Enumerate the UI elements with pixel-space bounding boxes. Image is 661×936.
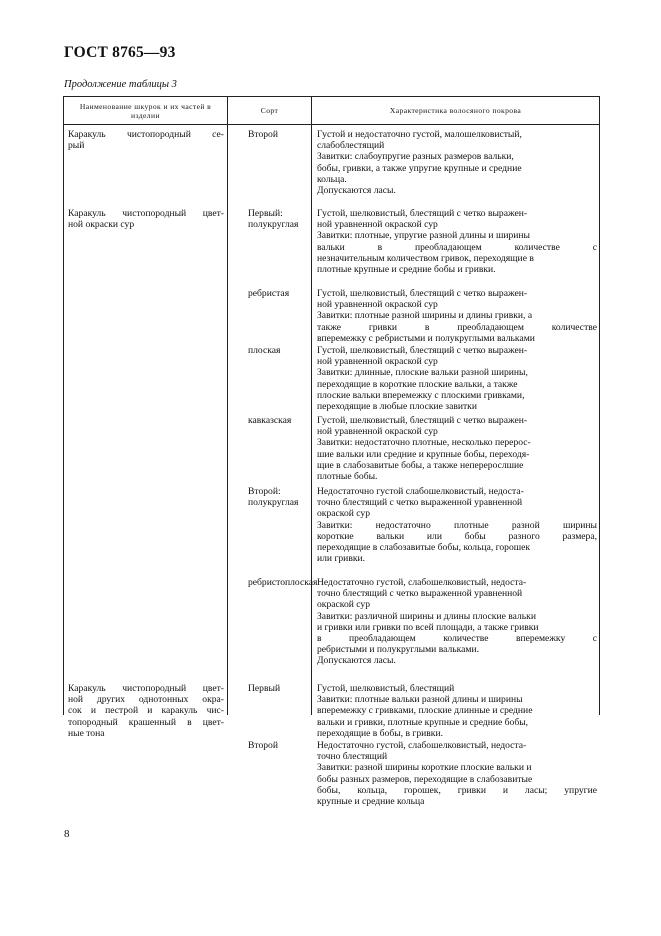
characteristic-line: плотные бобы. xyxy=(317,471,378,483)
characteristic-line: точно блестящий с четко выраженной уравненной xyxy=(317,588,523,600)
characteristic-line: точно блестящий с четко выраженной уравненной xyxy=(317,497,523,509)
characteristic-line: переходящие в короткие плоские вальки, а также xyxy=(317,378,518,390)
characteristic-line: Густой, шелковистый, блестящий с четко выражен- xyxy=(317,288,528,299)
characteristic-line: крупные и средние кольца xyxy=(317,796,425,808)
characteristic-column xyxy=(312,125,600,808)
characteristic-line: ной уравненной окраской сур xyxy=(317,356,438,368)
characteristic-line: переходящие в слабозавитые бобы, кольца, горошек xyxy=(317,542,531,554)
characteristic-line: щие в слабозавитые бобы, а также неперерослшие xyxy=(317,459,524,471)
sort-label: плоская xyxy=(248,345,281,356)
characteristic-text xyxy=(317,415,597,482)
characteristic-line: ной уравненной окраской сур xyxy=(317,219,438,231)
characteristic-line: бобы, кольца, горошек, гривки и ласы; упругие xyxy=(317,784,597,796)
characteristic-line: Завитки: недостаточно плотные разной ширины xyxy=(317,519,597,531)
characteristic-line: Допускаются ласы. xyxy=(317,655,396,667)
characteristic-line: ной уравненной окраской сур xyxy=(317,426,438,438)
group-name: Каракуль чистопородный се- рый xyxy=(68,129,224,152)
characteristic-line: Густой, шелковистый, блестящий с четко выражен- xyxy=(317,345,528,356)
characteristic-text xyxy=(317,740,597,807)
sort-label: Второй xyxy=(248,740,278,751)
characteristic-line: окраской сур xyxy=(317,508,370,520)
characteristic-line: незначительным количеством гривок, переходящие в xyxy=(317,252,534,264)
characteristic-line: Недостаточно густой, слабошелковистый, недоста- xyxy=(317,577,527,588)
characteristic-line: или гривки. xyxy=(317,553,366,565)
table-continuation-caption: Продолжение таблицы 3 xyxy=(64,79,177,90)
characteristic-line: и гривки или гривки по всей площади, а также гривки xyxy=(317,621,539,633)
characteristic-line: также гривки в преобладающем количестве xyxy=(317,321,597,333)
characteristic-line: Завитки: разной ширины короткие плоские вальки и xyxy=(317,762,532,774)
characteristic-line: вперемежку с гривками, плоские длинные и средние xyxy=(317,705,533,717)
characteristic-line: шие вальки или средние и крупные бобы, переходя- xyxy=(317,448,530,460)
characteristic-line: точно блестящий xyxy=(317,751,388,763)
sort-label: ребристоплоская xyxy=(248,577,318,588)
sort-label: Первый xyxy=(248,683,281,694)
characteristic-line: Густой, шелковистый, блестящий с четко выражен- xyxy=(317,208,528,219)
sort-label: кавказская xyxy=(248,415,292,426)
characteristic-line: Завитки: плотные, упругие разной длины и ширины xyxy=(317,230,530,242)
characteristic-line: Завитки: длинные, плоские вальки разной ширины, xyxy=(317,367,528,379)
table-header-row xyxy=(64,97,600,125)
sort-label: ребристая xyxy=(248,288,290,299)
characteristic-line: короткие вальки или бобы разного размера, xyxy=(317,530,597,542)
characteristic-line: Допускаются ласы. xyxy=(317,185,396,197)
characteristic-line: в преобладающем количестве вперемежку с xyxy=(317,633,597,645)
characteristic-line: слабоблестящий xyxy=(317,140,385,152)
sort-label: Второй xyxy=(248,129,278,140)
characteristic-line: Густой, шелковистый, блестящий xyxy=(317,683,455,694)
characteristic-line: вперемежку с ребристыми и полукруглыми вальками xyxy=(317,332,535,344)
characteristic-line: переходящие в любые плоские завитки xyxy=(317,401,477,413)
characteristic-line: ребристыми и полукруглыми вальками. xyxy=(317,644,479,656)
group-name: Каракуль чистопородный цвет- ной других однотонных окра- сок и пестрой и каракуль чис- топородный крашенный в цвет- ные тона xyxy=(68,683,224,739)
sort-label: Первый: полукруглая xyxy=(248,208,299,231)
characteristic-line: кольца. xyxy=(317,173,347,185)
characteristic-line: Густой и недостаточно густой, малошелковистый, xyxy=(317,129,522,140)
characteristic-text xyxy=(317,683,597,739)
characteristic-line: вальки в преобладающем количестве с xyxy=(317,241,597,253)
characteristic-line: Недостаточно густой, слабошелковистый, недоста- xyxy=(317,740,527,751)
fur-characteristics-table xyxy=(63,96,600,808)
document-id: ГОСТ 8765—93 xyxy=(64,44,176,61)
column-header-sort: Сорт xyxy=(228,97,312,125)
characteristic-line: Завитки: слабоупругие разных размеров вальки, xyxy=(317,151,514,163)
characteristic-text xyxy=(317,129,597,196)
characteristic-line: переходящие в бобы, в гривки. xyxy=(317,727,443,739)
characteristic-line: Завитки: различной ширины и длины плоские вальки xyxy=(317,610,536,622)
characteristic-text xyxy=(317,577,597,667)
table-row xyxy=(64,125,600,716)
characteristic-text xyxy=(317,486,597,564)
characteristic-line: Завитки: плотные вальки разной длины и ширины xyxy=(317,694,523,706)
characteristic-line: Завитки: недостаточно плотные, несколько перерос- xyxy=(317,437,531,449)
characteristic-line: окраской сур xyxy=(317,599,370,611)
characteristic-line: плоские вальки вперемежку с плоскими гривками, xyxy=(317,389,525,401)
sort-label: Второй: полукруглая xyxy=(248,486,299,509)
characteristic-line: вальки и гривки, плотные крупные и средние бобы, xyxy=(317,716,529,728)
characteristic-text xyxy=(317,208,597,275)
characteristic-line: бобы, гривки, а также упругие крупные и средние xyxy=(317,162,522,174)
characteristic-line: бобы разных размеров, переходящие в слабозавитые xyxy=(317,773,533,785)
characteristic-line: ной уравненной окраской сур xyxy=(317,299,438,311)
characteristic-line: Завитки: плотные разной ширины и длины гривки, а xyxy=(317,310,533,322)
name-column xyxy=(64,125,228,739)
page-number: 8 xyxy=(64,828,70,840)
characteristic-text xyxy=(317,288,597,344)
group-name: Каракуль чистопородный цвет- ной окраски сур xyxy=(68,208,224,231)
characteristic-text xyxy=(317,345,597,412)
characteristic-line: Густой, шелковистый, блестящий с четко выражен- xyxy=(317,415,528,426)
column-header-name: Наименование шкурок и их частей в изделии xyxy=(64,97,228,125)
characteristic-line: Недостаточно густой слабошелковистый, недоста- xyxy=(317,486,524,497)
sort-column xyxy=(228,125,318,751)
characteristic-line: плотные крупные и средние бобы и гривки. xyxy=(317,264,496,276)
column-header-characteristic: Характеристика волосяного покрова xyxy=(312,97,600,125)
